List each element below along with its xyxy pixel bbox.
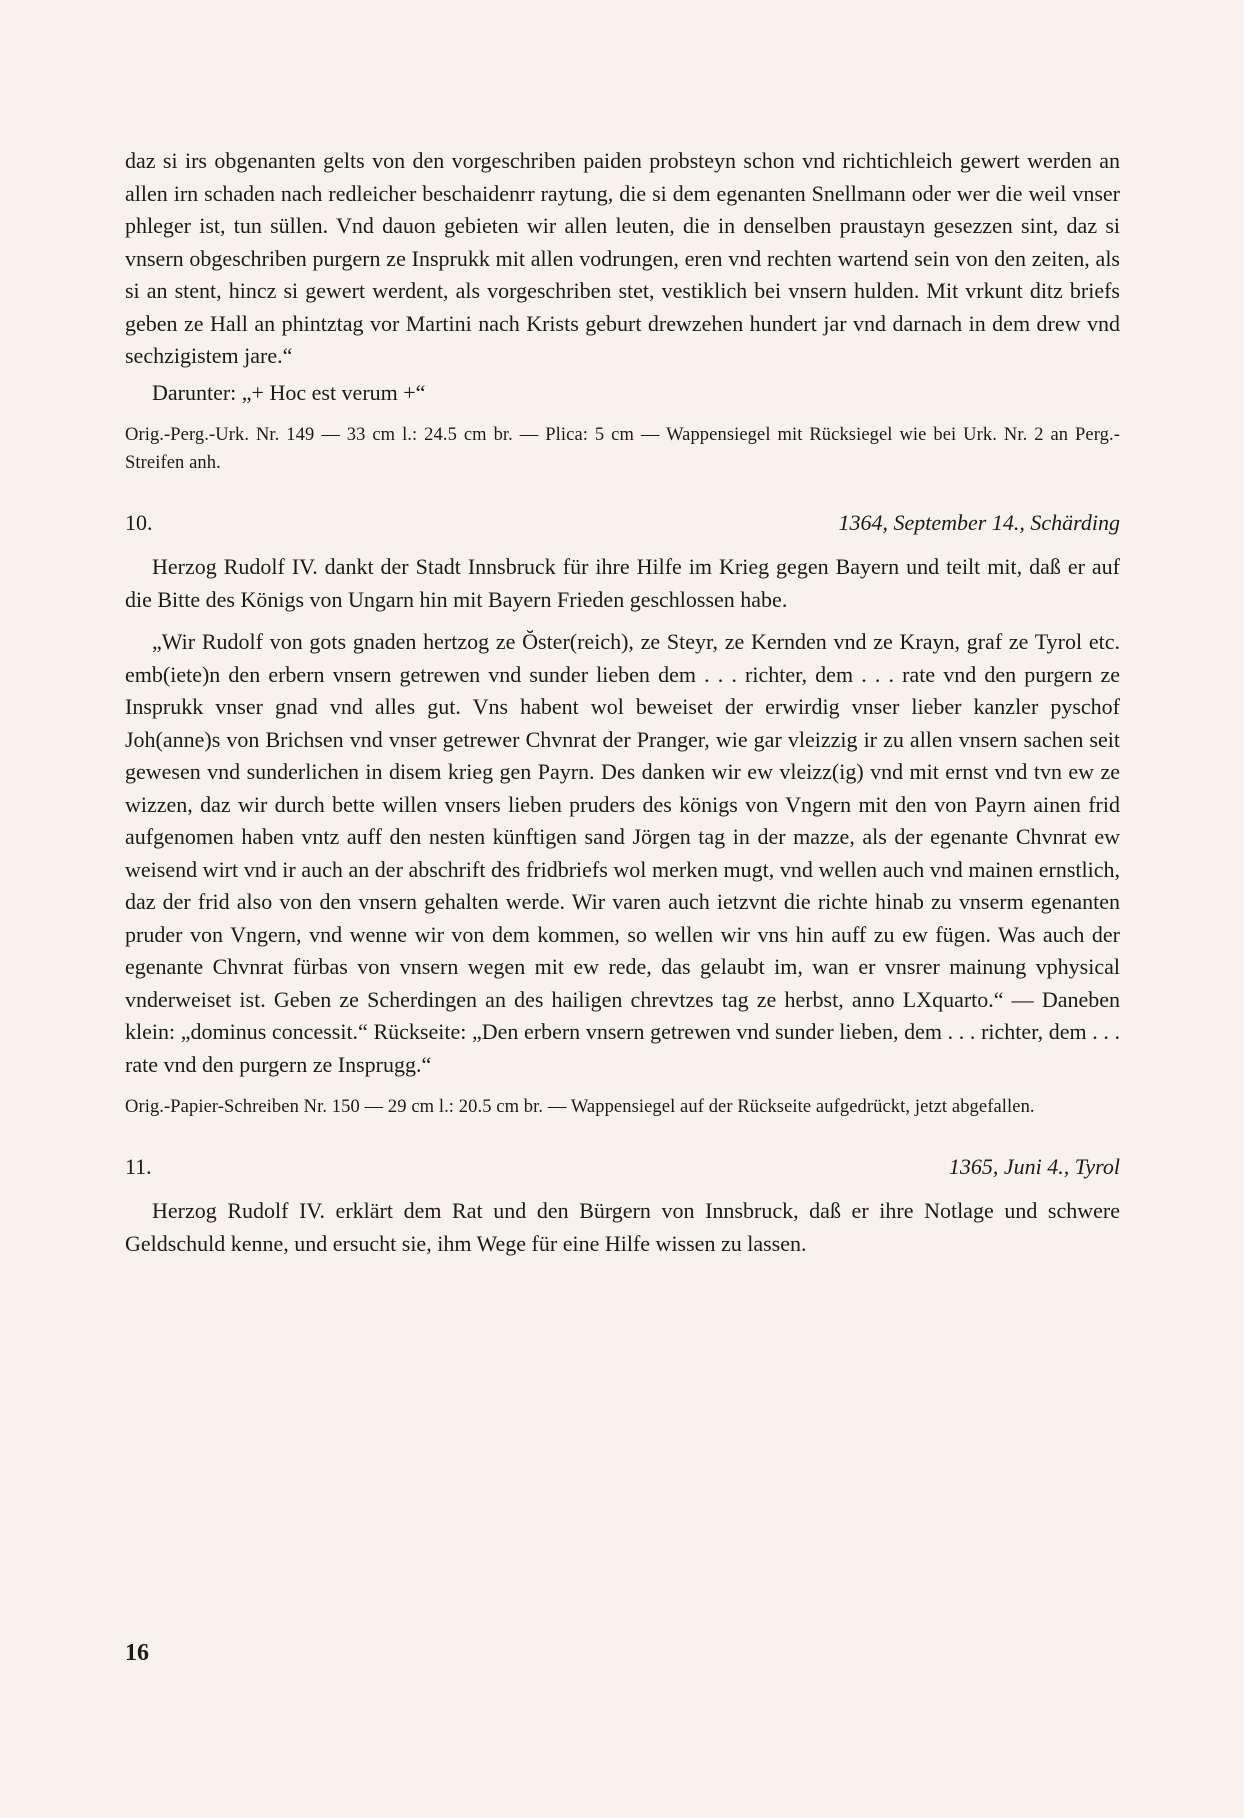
entry-summary: Herzog Rudolf IV. erklärt dem Rat und den Bürgern von Innsbruck, daß er ihre Notlage und schwere Geldschuld kenne, und ersucht sie, ihm Wege für eine Hilfe wissen zu lassen. xyxy=(125,1198,1120,1256)
source-note: Orig.-Papier-Schreiben Nr. 150 — 29 cm l.: 20.5 cm br. — Wappensiegel auf der Rückseite aufgedrückt, jetzt abgefallen. xyxy=(125,1097,1035,1117)
entry-number: 11. xyxy=(125,1154,152,1179)
entry-document-text: „Wir Rudolf von gots gnaden hertzog ze Ŏster(reich), ze Steyr, ze Kernden vnd ze Krayn, graf ze Tyrol etc. emb(iete)n den erbern vnsern getrewen vnd sunder lieben dem . . . richter, dem . . . rate vnd den purgern ze Insprukk vnser gnad vnd alles gut. Vns habent wol beweiset der erwirdig vnser lieber kanzler pyschof Joh(anne)s von Brichsen vnd vnser getrewer Chvnrat der Pranger, wie gar vleizzig ir zu allen vnsern sachen seit gewesen vnd sunderlichen in disem krieg gen Payrn. Des danken wir ew vleizz(ig) vnd mit ernst vnd tvn ew ze wizzen, daz wir durch bette willen vnsers lieben pruders des königs von Vngern mit den von Payrn ainen frid aufgenomen haben vntz auff den nesten künftigen sand Jörgen tag in der mazze, als der egenante Chvnrat ew weisend wirt vnd ir auch an der abschrift des fridbriefs wol merken mugt, vnd wellen auch vnd mainen ernstlich, daz der frid also von den vnsern gehalten werde. Wir varen auch ietzvnt die richte hinab zu vnserm egenanten pruder von Vngern, vnd wenne wir von dem kommen, so wellen wir vns hin auff zu ew fügen. Was auch der egenante Chvnrat fürbas von vnsern wegen mit ew rede, das gelaubt im, wan er vnsrer mainung vphysical vnderweiset ist. Geben ze Scherdingen an des hailigen chrevtzes tag ze herbst, anno LXquarto.“ — Daneben klein: „dominus concessit.“ Rückseite: „Den erbern vnsern getrewen vnd sunder lieben, dem . . . richter, dem . . . rate vnd den purgern ze Insprugg.“ xyxy=(125,629,1120,1077)
entry-summary: Herzog Rudolf IV. dankt der Stadt Innsbruck für ihre Hilfe im Krieg gegen Bayern und teilt mit, daß er auf die Bitte des Königs von Ungarn hin mit Bayern Frieden geschlossen habe. xyxy=(125,554,1120,612)
main-text-column xyxy=(125,145,1120,1260)
entry-heading xyxy=(125,1151,1120,1183)
darunter-line: Darunter: „+ Hoc est verum +“ xyxy=(152,379,426,405)
page-number: 16 xyxy=(125,1640,149,1666)
entry-heading xyxy=(125,507,1120,539)
entry-date: 1364, September 14., Schärding xyxy=(838,510,1120,535)
source-note: Orig.-Perg.-Urk. Nr. 149 — 33 cm l.: 24.5 cm br. — Plica: 5 cm — Wappensiegel mit Rücksiegel wie bei Urk. Nr. 2 an Perg.-Streifen anh. xyxy=(125,425,1120,473)
entry-date: 1365, Juni 4., Tyrol xyxy=(948,1154,1120,1179)
entry-number: 10. xyxy=(125,510,153,535)
continuation-paragraph: daz si irs obgenanten gelts von den vorgeschriben paiden probsteyn schon vnd richtichleich gewert werden an allen irn schaden nach redleicher beschaidenrr raytung, die si dem egenanten Snellmann oder wer die weil vnser phleger ist, tun süllen. Vnd dauon gebieten wir allen leuten, die in denselben praustayn gesezzen sint, daz si vnsern obgeschriben purgern ze Insprukk mit allen vodrungen, eren vnd rechten wartend sein von den zeiten, als si an stent, hincz si gewert werdent, als vorgeschriben stet, vestiklich bei vnsern hulden. Mit vrkunt ditz briefs geben ze Hall an phintztag vor Martini nach Krists geburt drewzehen hundert jar vnd darnach in dem drew vnd sechzigistem jare.“ xyxy=(125,148,1120,368)
